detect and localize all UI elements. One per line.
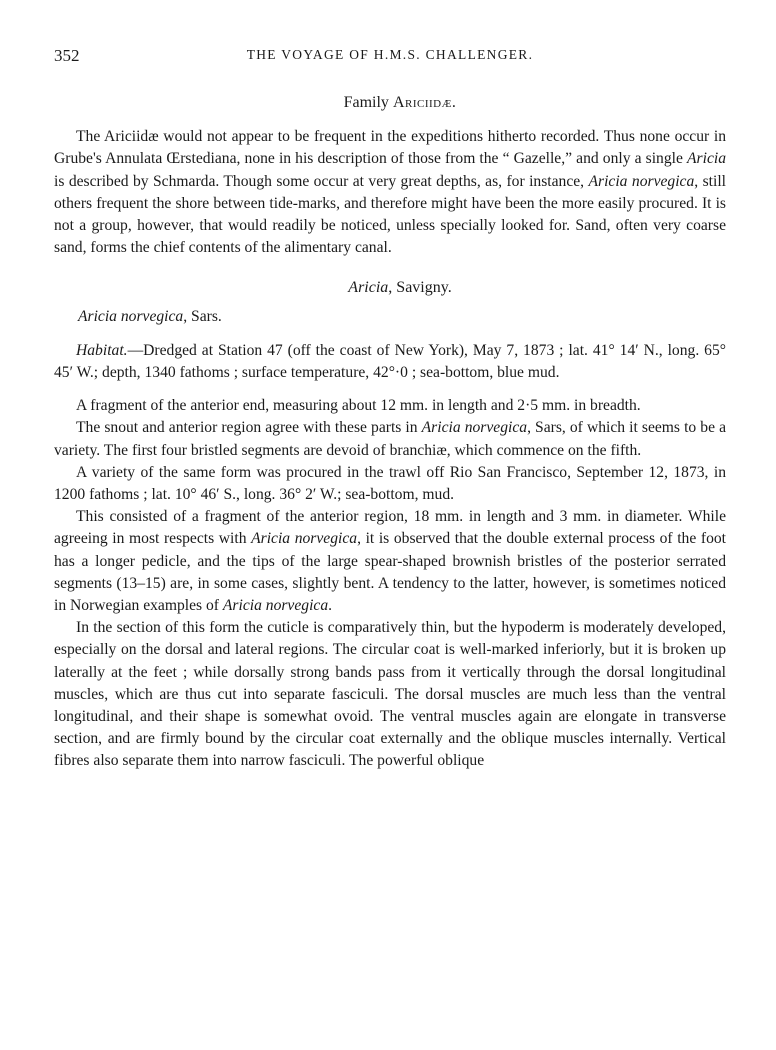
fragment-paragraph: A fragment of the anterior end, measuring about 12 mm. in length and 2·5 mm. in breadth. bbox=[76, 397, 641, 415]
page-number: 352 bbox=[54, 46, 80, 65]
snout-species-italic: Aricia norvegica bbox=[421, 419, 528, 437]
genus-heading bbox=[74, 277, 726, 299]
intro-text-2: is described by Schmarda. Though some occur at very great depths, as, for instance, bbox=[54, 172, 589, 190]
species-name: Aricia norvegica bbox=[78, 307, 184, 325]
page-header bbox=[54, 46, 726, 68]
consisted-species-italic-2: Aricia norvegica bbox=[222, 597, 329, 615]
page-body bbox=[54, 92, 726, 773]
intro-text-1: The Ariciidæ would not appear to be frequent in the expeditions hitherto recorded. Thus none occur in Grube's Annulata Œrstediana, none in his description of those from the “ Gazelle,” and only a single bbox=[54, 128, 726, 168]
intro-paragraph bbox=[54, 126, 726, 259]
family-prefix: Family bbox=[343, 94, 393, 111]
genus-name: Aricia bbox=[348, 279, 389, 297]
consisted-paragraph bbox=[54, 506, 726, 617]
snout-text-1: The snout and anterior region agree with these parts in bbox=[76, 419, 422, 437]
snout-paragraph bbox=[54, 417, 726, 461]
family-name: Ariciidæ. bbox=[392, 94, 457, 111]
variety-paragraph: A variety of the same form was procured in the trawl off Rio San Francisco, September 12, 1873, in 1200 fathoms ; lat. 10° 46′ S., long. 36° 2′ W.; sea-bottom, mud. bbox=[54, 463, 726, 504]
habitat-text: —Dredged at Station 47 (off the coast of New York), May 7, 1873 ; lat. 41° 14′ N., long. 65° 45′ W.; depth, 1340 fathoms ; surface temperature, 42°·0 ; sea-bottom, blue mud. bbox=[54, 341, 726, 382]
intro-species-italic: Aricia norvegica bbox=[588, 172, 695, 190]
genus-author: , Savigny. bbox=[388, 279, 452, 297]
consisted-text-3: . bbox=[328, 597, 333, 615]
family-heading bbox=[74, 92, 726, 114]
species-author: , Sars. bbox=[183, 307, 222, 325]
habitat-paragraph bbox=[54, 340, 726, 384]
section-paragraph: In the section of this form the cuticle is comparatively thin, but the hypoderm is moderately developed, especially on the dorsal and lateral regions. The circular coat is well-marked inferiorly, but it is broken up laterally at the feet ; while dorsally strong bands pass from it vertically through the dorsal longitudinal muscles, which are thus cut into separate fasciculi. The dorsal muscles are much less than the ventral longitudinal, and their shape is somewhat ovoid. The ventral muscles again are elongate in transverse section, and are firmly bound by the circular coat externally and the oblique muscles internally. Vertical fibres also separate them into narrow fasciculi. The powerful oblique bbox=[54, 619, 726, 770]
snout-text-2: , Sars, of which it seems to be a variety. The first four bristled segments are devoid of branchiæ, which commence on the fifth. bbox=[54, 419, 726, 459]
consisted-text-1: This consisted of a fragment of the anterior region, 18 mm. in length and 3 mm. in diameter. While agreeing in most respects with bbox=[54, 508, 726, 548]
consisted-species-italic-1: Aricia norvegica bbox=[251, 530, 358, 548]
species-heading bbox=[78, 306, 726, 328]
consisted-text-2: , it is observed that the double external process of the foot has a longer pedicle, and the tips of the large spear-shaped brownish bristles of the posterior serrated segments (13–15) are, in some cases, slightly bent. A tendency to the latter, however, is sometimes noticed in Norwegian examples of bbox=[54, 530, 727, 615]
habitat-label: Habitat. bbox=[76, 341, 128, 359]
running-title: THE VOYAGE OF H.M.S. CHALLENGER. bbox=[246, 47, 534, 62]
intro-genus-italic: Aricia bbox=[687, 150, 726, 168]
intro-text-3: , still others frequent the shore between tide-marks, and therefore might have been the more easily procured. It is not a group, however, that would readily be noticed, unless specially looked for. Sand, often very coarse sand, forms the chief contents of the alimentary canal. bbox=[54, 172, 726, 257]
